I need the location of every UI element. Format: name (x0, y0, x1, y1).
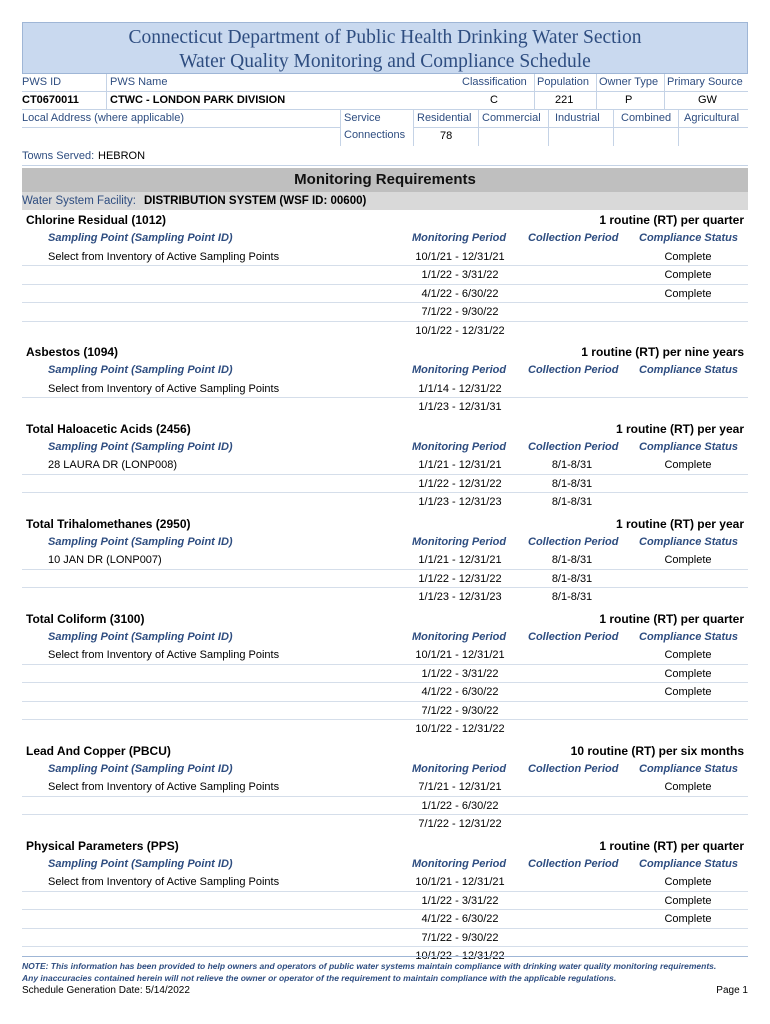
residential-value: 78 (440, 130, 453, 142)
table-row (22, 910, 748, 929)
monitoring-period-cell: 1/1/22 - 6/30/22 (421, 799, 499, 812)
analyte-name: Physical Parameters (PPS) (26, 838, 179, 853)
table-row (22, 815, 748, 834)
classification-label: Classification (462, 76, 527, 88)
sampling-point-header: Sampling Point (Sampling Point ID) (48, 762, 233, 775)
primary-source-value: GW (698, 94, 717, 106)
schedule-page (22, 22, 748, 968)
monitoring-period-cell: 7/1/22 - 12/31/22 (418, 818, 502, 830)
monitoring-period-cell: 1/1/21 - 12/31/21 (418, 459, 502, 471)
collection-period-cell: 8/1-8/31 (551, 554, 593, 566)
monitoring-period-cell: 4/1/22 - 6/30/22 (421, 913, 499, 925)
sampling-frequency: 10 routine (RT) per six months (570, 743, 744, 758)
service-label: Service (344, 112, 381, 124)
title-banner (22, 22, 748, 74)
monitoring-period-cell: 4/1/22 - 6/30/22 (421, 686, 499, 698)
wsf-value: DISTRIBUTION SYSTEM (WSF ID: 00600) (143, 195, 367, 207)
sampling-frequency: 1 routine (RT) per quarter (599, 611, 744, 626)
monitoring-period-cell: 10/1/21 - 12/31/21 (415, 649, 505, 661)
monitoring-period-cell: 10/1/21 - 12/31/21 (415, 250, 505, 263)
requirement-group (22, 210, 748, 342)
sampling-point-cell: Select from Inventory of Active Sampling Points (48, 649, 280, 661)
column-header-row (22, 760, 748, 779)
analyte-name: Total Trihalomethanes (2950) (26, 516, 191, 531)
table-row (22, 493, 748, 512)
collection-period-cell: 8/1-8/31 (551, 591, 593, 603)
table-row (22, 646, 748, 665)
agricultural-label: Agricultural (684, 112, 740, 124)
towns-value: HEBRON (98, 150, 146, 162)
collection-period-cell: 8/1-8/31 (551, 496, 593, 508)
monitoring-period-header: Monitoring Period (412, 762, 507, 775)
generation-value: 5/14/2022 (145, 985, 190, 996)
table-row (22, 322, 748, 341)
column-header-row (22, 438, 748, 457)
requirement-group (22, 741, 748, 836)
pws-value-row (22, 92, 748, 110)
compliance-status-cell: Complete (664, 554, 712, 566)
table-row (22, 892, 748, 911)
note-line-1: NOTE: This information has been provided to help owners and operators of public water systems maintain compliance with drinking water quality monitoring requirements. (22, 961, 717, 971)
analyte-name: Lead And Copper (PBCU) (26, 743, 171, 758)
column-header-row (22, 628, 748, 647)
industrial-label: Industrial (555, 112, 600, 124)
monitoring-period-cell: 1/1/23 - 12/31/23 (418, 591, 502, 603)
collection-period-header: Collection Period (528, 232, 619, 244)
monitoring-period-cell: 1/1/22 - 12/31/22 (418, 572, 502, 585)
monitoring-period-cell: 1/1/14 - 12/31/22 (418, 382, 502, 395)
primary-source-label: Primary Source (667, 76, 743, 88)
table-row (22, 797, 748, 816)
requirement-group (22, 836, 748, 968)
requirement-group (22, 609, 748, 741)
compliance-status-header: Compliance Status (639, 364, 739, 376)
collection-period-header: Collection Period (528, 762, 619, 775)
monitoring-period-cell: 1/1/23 - 12/31/31 (418, 401, 502, 413)
table-row (22, 570, 748, 589)
table-row (22, 665, 748, 684)
monitoring-period-cell: 1/1/22 - 3/31/22 (421, 269, 499, 281)
towns-row (22, 148, 748, 166)
sampling-frequency: 1 routine (RT) per year (615, 516, 744, 531)
note-line-2: Any inaccuracies contained herein will not relieve the owner or operator of the requirement to maintain compliance with the applicable regulations. (22, 973, 617, 983)
page-title: Connecticut Department of Public Health Drinking Water Section (128, 27, 642, 48)
sampling-point-header: Sampling Point (Sampling Point ID) (48, 857, 233, 870)
table-row (22, 588, 748, 607)
generation-date (22, 985, 190, 996)
monitoring-period-cell: 1/1/23 - 12/31/23 (418, 496, 502, 508)
monitoring-period-header: Monitoring Period (412, 232, 507, 244)
table-row (22, 720, 748, 739)
monitoring-period-cell: 10/1/22 - 12/31/22 (415, 324, 505, 337)
compliance-status-cell: Complete (664, 686, 712, 698)
compliance-status-cell: Complete (664, 876, 712, 888)
generation-label: Schedule Generation Date: (22, 985, 143, 996)
pws-id-label: PWS ID (22, 76, 62, 88)
compliance-status-cell: Complete (664, 649, 712, 661)
table-row (22, 683, 748, 702)
group-header (22, 514, 748, 533)
group-header (22, 836, 748, 855)
sampling-frequency: 1 routine (RT) per nine years (581, 345, 744, 359)
compliance-status-header: Compliance Status (639, 857, 739, 870)
compliance-status-header: Compliance Status (639, 440, 739, 453)
sampling-point-header: Sampling Point (Sampling Point ID) (48, 440, 233, 453)
collection-period-header: Collection Period (528, 857, 619, 870)
analyte-name: Total Coliform (3100) (26, 611, 145, 626)
group-header (22, 419, 748, 438)
analyte-name: Chlorine Residual (1012) (26, 213, 167, 227)
group-header (22, 741, 748, 760)
owner-type-label: Owner Type (599, 76, 659, 88)
requirement-group (22, 342, 748, 419)
commercial-label: Commercial (482, 112, 541, 124)
population-value: 221 (555, 94, 574, 106)
table-row (22, 285, 748, 304)
compliance-status-cell: Complete (664, 250, 712, 263)
classification-value: C (490, 94, 498, 106)
table-row (22, 873, 748, 892)
analyte-name: Total Haloacetic Acids (2456) (26, 421, 191, 436)
sampling-point-header: Sampling Point (Sampling Point ID) (48, 232, 233, 244)
sampling-point-header: Sampling Point (Sampling Point ID) (48, 535, 233, 548)
connections-label: Connections (344, 129, 406, 141)
table-row (22, 248, 748, 267)
column-header-row (22, 361, 748, 380)
monitoring-period-cell: 1/1/22 - 3/31/22 (421, 667, 499, 680)
compliance-status-cell: Complete (664, 894, 712, 907)
disclaimer-note (22, 956, 748, 984)
table-row (22, 702, 748, 721)
monitoring-period-cell: 10/1/22 - 12/31/22 (415, 950, 505, 962)
compliance-status-header: Compliance Status (639, 630, 739, 643)
table-row (22, 398, 748, 417)
pws-id-value: CT0670011 (22, 94, 79, 106)
pws-name-label: PWS Name (110, 76, 168, 88)
monitoring-period-cell: 7/1/22 - 9/30/22 (421, 306, 499, 318)
population-label: Population (537, 76, 589, 88)
compliance-status-cell: Complete (664, 781, 712, 793)
sampling-point-header: Sampling Point (Sampling Point ID) (48, 630, 233, 643)
column-header-row (22, 229, 748, 248)
compliance-status-header: Compliance Status (639, 232, 739, 244)
sampling-point-cell: Select from Inventory of Active Sampling Points (48, 250, 280, 263)
monitoring-period-cell: 7/1/21 - 12/31/21 (418, 781, 502, 793)
compliance-status-cell: Complete (664, 459, 712, 471)
collection-period-header: Collection Period (528, 630, 619, 643)
column-header-row (22, 855, 748, 874)
group-header (22, 210, 748, 229)
residential-label: Residential (417, 112, 472, 124)
collection-period-header: Collection Period (528, 364, 619, 376)
compliance-status-header: Compliance Status (639, 762, 739, 775)
sampling-point-cell: 10 JAN DR (LONP007) (48, 554, 162, 566)
sampling-frequency: 1 routine (RT) per year (615, 421, 744, 436)
sampling-point-cell: Select from Inventory of Active Sampling Points (48, 781, 280, 793)
requirement-groups (22, 210, 748, 968)
owner-type-value: P (625, 94, 633, 106)
sampling-point-cell: Select from Inventory of Active Sampling Points (48, 876, 280, 888)
collection-period-cell: 8/1-8/31 (551, 459, 593, 471)
compliance-status-cell: Complete (664, 269, 712, 281)
pws-name-value: CTWC - LONDON PARK DIVISION (110, 94, 286, 106)
collection-period-header: Collection Period (528, 440, 619, 453)
compliance-status-header: Compliance Status (639, 535, 739, 548)
monitoring-period-header: Monitoring Period (412, 535, 507, 548)
compliance-status-cell: Complete (664, 287, 712, 300)
monitoring-period-cell: 1/1/21 - 12/31/21 (418, 554, 502, 566)
page-number: Page 1 (716, 985, 748, 996)
sampling-point-cell: 28 LAURA DR (LONP008) (48, 459, 177, 471)
sampling-frequency: 1 routine (RT) per quarter (599, 838, 744, 853)
monitoring-heading: Monitoring Requirements (22, 168, 748, 192)
combined-label: Combined (621, 112, 672, 124)
monitoring-period-cell: 4/1/22 - 6/30/22 (421, 287, 499, 300)
table-row (22, 475, 748, 494)
sampling-point-header: Sampling Point (Sampling Point ID) (48, 364, 233, 376)
table-row (22, 551, 748, 570)
collection-period-header: Collection Period (528, 535, 619, 548)
pws-label-row (22, 74, 748, 92)
table-row (22, 456, 748, 475)
page-subtitle: Water Quality Monitoring and Compliance Schedule (179, 51, 591, 72)
monitoring-period-cell: 7/1/22 - 9/30/22 (421, 704, 499, 717)
monitoring-period-cell: 10/1/22 - 12/31/22 (415, 723, 505, 735)
sampling-frequency: 1 routine (RT) per quarter (599, 213, 744, 227)
monitoring-period-cell: 10/1/21 - 12/31/21 (415, 876, 505, 888)
collection-period-cell: 8/1-8/31 (551, 477, 593, 490)
sampling-point-cell: Select from Inventory of Active Sampling Points (48, 382, 280, 395)
compliance-status-cell: Complete (664, 913, 712, 925)
monitoring-period-cell: 1/1/22 - 3/31/22 (421, 894, 499, 907)
group-header (22, 342, 748, 361)
table-row (22, 929, 748, 948)
requirement-group (22, 419, 748, 514)
table-row (22, 303, 748, 322)
address-row (22, 110, 748, 146)
monitoring-period-header: Monitoring Period (412, 630, 507, 643)
monitoring-period-header: Monitoring Period (412, 440, 507, 453)
table-row (22, 778, 748, 797)
table-row (22, 380, 748, 399)
towns-label: Towns Served: (22, 150, 95, 162)
compliance-status-cell: Complete (664, 667, 712, 680)
table-row (22, 266, 748, 285)
column-header-row (22, 533, 748, 552)
monitoring-period-header: Monitoring Period (412, 364, 507, 376)
group-header (22, 609, 748, 628)
monitoring-period-header: Monitoring Period (412, 857, 507, 870)
wsf-row (22, 192, 748, 210)
local-address-label: Local Address (where applicable) (22, 112, 185, 124)
collection-period-cell: 8/1-8/31 (551, 572, 593, 585)
monitoring-period-cell: 1/1/22 - 12/31/22 (418, 477, 502, 490)
analyte-name: Asbestos (1094) (26, 345, 119, 359)
requirement-group (22, 514, 748, 609)
wsf-label: Water System Facility: (22, 195, 136, 207)
monitoring-period-cell: 7/1/22 - 9/30/22 (421, 931, 499, 944)
